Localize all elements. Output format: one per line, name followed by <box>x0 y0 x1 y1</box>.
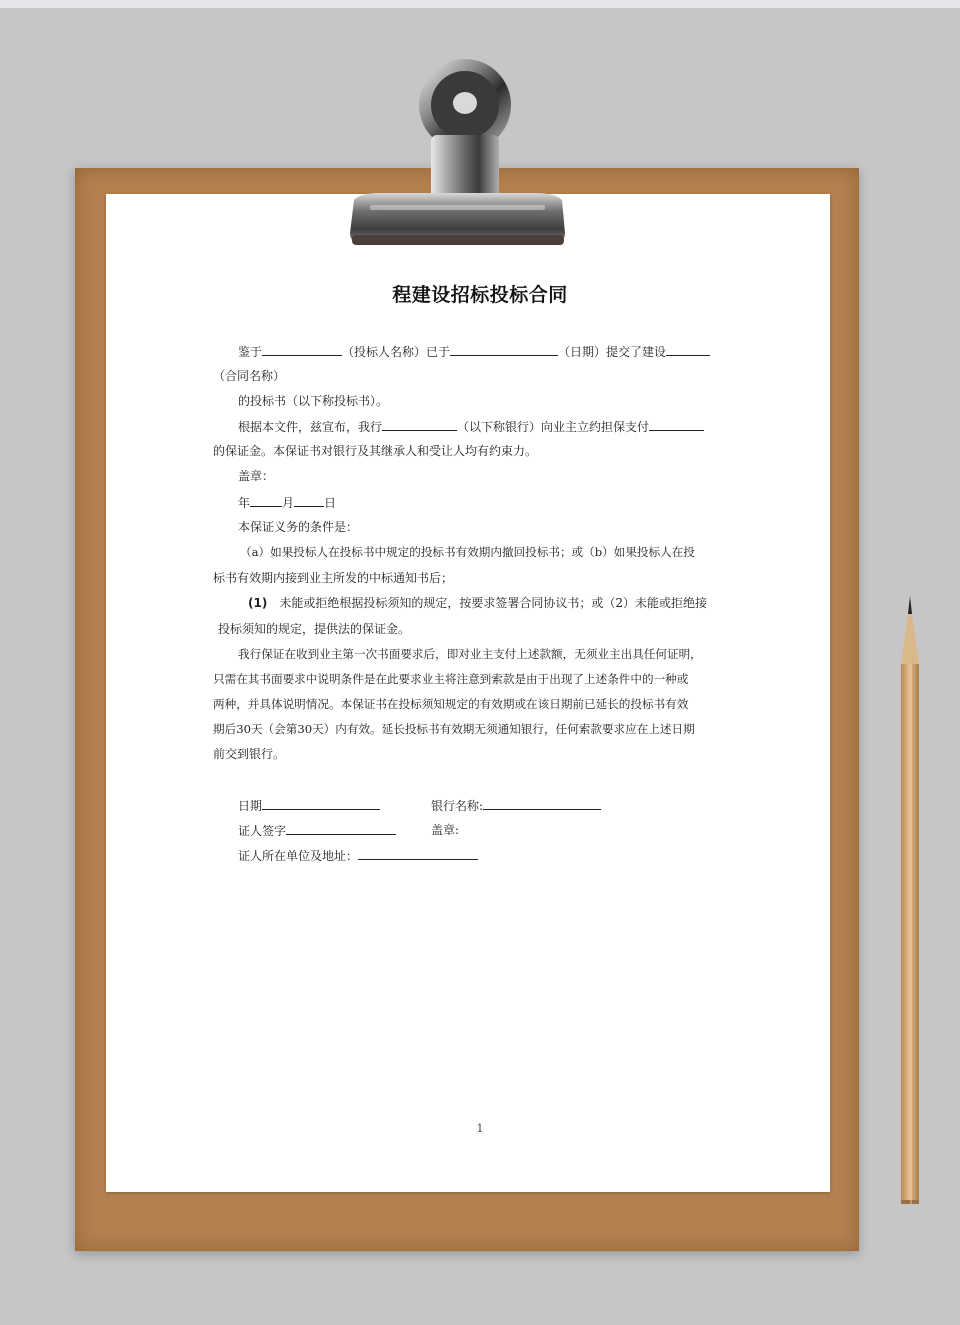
witness-address-label: 证人所在单位及地址： <box>238 849 359 863</box>
document-title: 程建设招标投标合同 <box>392 284 568 306</box>
signature-seal: 盖章: <box>431 823 460 837</box>
text: （日期）提交了建设 <box>558 345 667 359</box>
paragraph-line-5: 的保证金。本保证书对银行及其继承人和受让人均有约束力。 <box>213 444 538 458</box>
text: 年 <box>238 496 251 510</box>
paragraph-line-8: 本保证义务的条件是： <box>238 520 359 534</box>
blank-field <box>294 494 324 507</box>
paragraph-line-2: （合同名称） <box>213 369 286 383</box>
witness-sign-label: 证人签字 <box>238 824 287 838</box>
witness-address-field <box>358 847 478 860</box>
witness-sign-field <box>286 822 396 835</box>
paragraph-line-10: 标书有效期内接到业主所发的中标通知书后； <box>213 571 454 585</box>
text: 根据本文件，兹宣布，我行 <box>238 420 383 434</box>
text: （投标人名称）已于 <box>342 345 451 359</box>
text: 未能或拒绝根据投标须知的规定，按要求签署合同协议书；或（2）未能或拒绝接 <box>279 596 707 610</box>
paragraph-line-4 <box>238 418 704 435</box>
blank-field <box>666 343 710 356</box>
blank-field <box>250 494 282 507</box>
paragraph-line-9: （a）如果投标人在投标书中规定的投标书有效期内撤回投标书；或（b）如果投标人在投 <box>240 545 695 559</box>
paragraph-line-15: 两种，并具体说明情况。本保证书在投标须知规定的有效期或在该日期前已延长的投标书有效 <box>213 697 689 711</box>
top-strip <box>0 0 960 8</box>
date-line <box>238 494 336 511</box>
paragraph-line-17: 前交到银行。 <box>213 747 286 761</box>
text: （以下称银行）向业主立约担保支付 <box>457 420 650 434</box>
paragraph-line-3: 的投标书（以下称投标书）。 <box>238 394 389 408</box>
list-number: (1) <box>248 596 268 610</box>
signature-bank-name <box>431 797 601 814</box>
signature-date <box>238 797 380 814</box>
text: 日 <box>324 496 337 510</box>
blank-field <box>382 418 457 431</box>
date-field <box>262 797 380 810</box>
paragraph-line-1 <box>238 343 710 360</box>
signature-witness-address <box>238 847 478 864</box>
pencil-icon <box>890 592 930 1212</box>
binder-clip-icon <box>340 55 575 255</box>
page-number: 1 <box>476 1122 484 1135</box>
date-label: 日期 <box>238 799 263 813</box>
bank-name-field <box>483 797 601 810</box>
paragraph-line-12: 投标须知的规定，提供法的保证金。 <box>218 622 411 636</box>
blank-field <box>262 343 342 356</box>
bank-name-label: 银行名称: <box>431 799 484 813</box>
text: 鉴于 <box>238 345 263 359</box>
paragraph-line-11 <box>248 595 707 611</box>
blank-field <box>450 343 558 356</box>
signature-witness <box>238 822 396 839</box>
seal-line: 盖章： <box>238 469 275 483</box>
paragraph-line-13: 我行保证在收到业主第一次书面要求后，即对业主支付上述款额，无须业主出具任何证明， <box>238 647 702 661</box>
paragraph-line-14: 只需在其书面要求中说明条件是在此要求业主将注意到索款是由于出现了上述条件中的一种或 <box>213 672 689 686</box>
paragraph-line-16: 期后30天（会第30天）内有效。延长投标书有效期无须通知银行，任何索款要求应在上述日期 <box>213 722 695 736</box>
blank-field <box>649 418 704 431</box>
text: 月 <box>282 496 295 510</box>
